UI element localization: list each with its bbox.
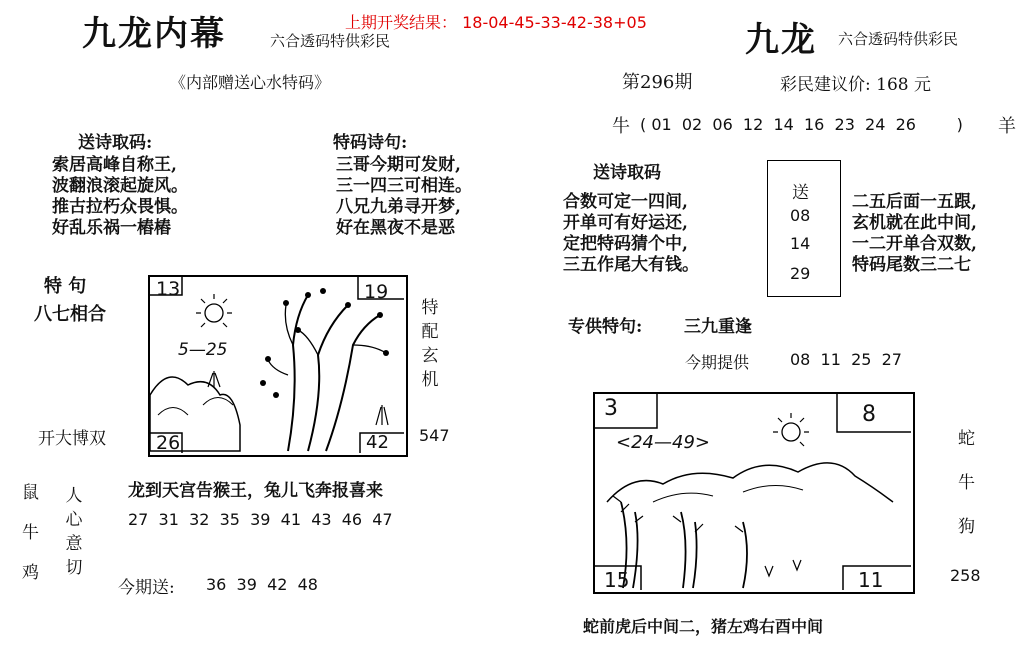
right-poem2-line: 特码尾数三二七 [852, 255, 971, 275]
send-box-title: 送 [792, 183, 809, 203]
goat-label: 羊 [998, 116, 1016, 137]
poem2 [336, 155, 472, 239]
side-text [420, 296, 440, 392]
right-poem2-line: 二五后面一五跟, [852, 192, 977, 212]
animal-left-3: 鸡 [22, 563, 39, 583]
heart-char: 人 [65, 486, 83, 506]
left-corner-tr: 19 [364, 281, 389, 303]
right-poem-heading: 送诗取码 [593, 163, 661, 183]
right-poem-line: 三五作尾大有钱。 [563, 255, 699, 275]
poem2-line: 三一四三可相连。 [336, 176, 472, 196]
poem1-line: 波翻浪滚起旋风。 [52, 176, 188, 196]
send-box-num: 14 [790, 234, 811, 253]
side-char: 配 [421, 322, 439, 342]
heart-column [64, 484, 84, 580]
today-send-label: 今期送: [118, 578, 175, 598]
right-scrawl: <24—49> [616, 432, 710, 453]
heart-char: 意 [65, 534, 83, 554]
right-animal-3: 狗 [958, 517, 975, 537]
issue-number: 第296期 [622, 72, 693, 93]
last-result: 上期开奖结果： 18-04-45-33-42-38+05 [345, 13, 647, 32]
left-title: 九龙内幕 [82, 14, 226, 54]
right-poem-line: 定把特码猜个中, [563, 234, 688, 254]
right-side-number: 258 [950, 566, 981, 585]
right-poem-line: 开单可有好运还, [563, 213, 688, 233]
poem2-line: 八兄九弟寻开梦, [336, 197, 461, 217]
right-corner-tr: 8 [862, 402, 876, 427]
right-corner-bl: 15 [604, 568, 630, 592]
poem2-heading: 特码诗句: [333, 133, 408, 153]
ox-numbers: ( 01 02 06 12 14 16 23 24 26 ) [640, 115, 963, 134]
poem1-heading: 送诗取码: [78, 133, 153, 153]
special-label: 特 句 [44, 276, 87, 297]
today-provide-values: 08 11 25 27 [790, 350, 902, 369]
left-riddle: 龙到天宫告猴王，兔儿飞奔报喜来 [128, 481, 383, 501]
kai-text: 开大博双 [38, 429, 106, 449]
right-animal-2: 牛 [958, 473, 975, 493]
left-subtitle: 六合透码特供彩民 [270, 32, 391, 50]
left-corner-br: 42 [366, 432, 389, 453]
poem2-line: 三哥今期可发财, [336, 155, 461, 175]
right-poem2 [852, 192, 977, 276]
right-poem2-line: 一二开单合双数, [852, 234, 977, 254]
left-corner-bl: 26 [156, 432, 181, 454]
poem2-line: 好在黑夜不是恶 [336, 218, 455, 238]
left-corner-tl: 13 [156, 278, 181, 300]
poem1-line: 索居高峰自称王, [52, 155, 177, 175]
right-corner-tl: 3 [604, 396, 618, 421]
heart-char: 切 [65, 558, 83, 578]
send-box-num: 08 [790, 206, 811, 225]
right-poem-line: 合数可定一四间, [563, 192, 688, 212]
side-char: 机 [421, 370, 439, 390]
left-side-number: 547 [419, 426, 450, 445]
side-char: 特 [421, 298, 439, 318]
right-corner-br: 11 [858, 568, 884, 592]
right-poem [563, 192, 699, 276]
ox-label: 牛 [612, 116, 630, 137]
send-box-num: 29 [790, 264, 811, 283]
today-send-values: 36 39 42 48 [206, 575, 318, 594]
tagline: 《内部赠送心水特码》 [170, 73, 331, 92]
today-provide-label: 今期提供 [685, 353, 750, 372]
right-bottom-riddle: 蛇前虎后中间二，猪左鸡右酉中间 [583, 617, 824, 636]
right-subtitle: 六合透码特供彩民 [838, 30, 959, 48]
left-numbers: 27 31 32 35 39 41 43 46 47 [128, 510, 393, 529]
right-special-label: 专供特句: [568, 317, 643, 337]
poem1 [52, 155, 188, 239]
animal-left-1: 鼠 [22, 483, 39, 503]
left-scrawl: 5—25 [178, 340, 228, 360]
right-special-value: 三九重逢 [684, 317, 752, 337]
right-animal-1: 蛇 [958, 429, 975, 449]
special-value: 八七相合 [34, 304, 106, 325]
animal-left-2: 牛 [22, 523, 39, 543]
right-title: 九龙 [745, 20, 817, 60]
right-poem2-line: 玄机就在此中间, [852, 213, 977, 233]
heart-char: 心 [65, 510, 83, 530]
side-char: 玄 [421, 346, 439, 366]
poem1-line: 推古拉朽众畏惧。 [52, 197, 188, 217]
price: 彩民建议价: 168 元 [780, 75, 931, 95]
poem1-line: 好乱乐祸一樁樁 [52, 218, 171, 238]
